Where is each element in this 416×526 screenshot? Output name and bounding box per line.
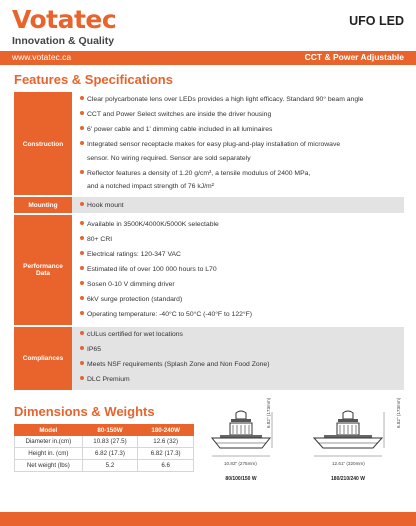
dimensions-table xyxy=(14,424,194,472)
bullet-icon xyxy=(80,126,84,130)
height-label: 6.82" (173mm) xyxy=(266,397,271,428)
bullet-icon xyxy=(80,361,84,365)
table-cell: Height in. (cm) xyxy=(15,448,83,460)
spec-row-compliances xyxy=(14,326,404,390)
bullet-icon xyxy=(80,202,84,206)
spec-label-performance: Performance Data xyxy=(14,214,72,326)
product-name: UFO LED xyxy=(349,14,404,28)
spec-line: cULus certified for wet locations xyxy=(80,330,183,339)
spec-line: Meets NSF requirements (Splash Zone and Non Food Zone) xyxy=(80,360,269,369)
spec-label-mounting: Mounting xyxy=(14,196,72,214)
table-cell: 5.2 xyxy=(82,460,138,472)
brand-tagline: Innovation & Quality xyxy=(12,35,115,47)
column-header: 80-150W xyxy=(82,425,138,436)
spec-line: sensor. No wiring required. Sensor are sold separately xyxy=(87,155,251,162)
bullet-icon xyxy=(80,266,84,270)
spec-line: Integrated sensor receptacle makes for easy plug-and-play installation of microwave xyxy=(80,140,340,149)
bullet-icon xyxy=(80,331,84,335)
product-subtitle: CCT & Power Adjustable xyxy=(304,52,404,62)
spec-line: DLC Premium xyxy=(80,375,130,384)
height-label: 6.82" (173mm) xyxy=(396,397,401,428)
spec-line: Available in 3500K/4000K/5000K selectable xyxy=(80,220,219,229)
table-cell: Diameter in.(cm) xyxy=(15,436,83,448)
bullet-icon xyxy=(80,346,84,350)
website-url: www.votatec.ca xyxy=(12,52,72,62)
header-bar xyxy=(0,51,416,65)
spec-line: and a notched impact strength of 76 kJ/m² xyxy=(87,183,214,190)
features-title: Features & Specifications xyxy=(14,72,173,87)
bullet-icon xyxy=(80,111,84,115)
bullet-icon xyxy=(80,221,84,225)
bullet-icon xyxy=(80,281,84,285)
spec-row-construction xyxy=(14,92,404,196)
bullet-icon xyxy=(80,376,84,380)
bullet-icon xyxy=(80,141,84,145)
spec-line: 6kV surge protection (standard) xyxy=(80,295,182,304)
column-header: Model xyxy=(15,425,83,436)
spec-row-performance xyxy=(14,214,404,326)
spec-label-compliances: Compliances xyxy=(14,326,72,390)
table-cell: 12.6 (32) xyxy=(138,436,194,448)
width-label: 12.61" (320mm) xyxy=(332,461,365,466)
drawing-caption: 80/100/150 W xyxy=(225,476,257,482)
spec-line: Reflector features a density of 1.20 g/cm³, a tensile modulus of 2400 MPa, xyxy=(80,169,310,178)
spec-body-compliances xyxy=(72,326,404,390)
footer-bar xyxy=(0,512,416,526)
spec-line: 6' power cable and 1' dimming cable included in all luminaires xyxy=(80,125,272,134)
spec-row-mounting xyxy=(14,196,404,214)
column-header: 180-240W xyxy=(138,425,194,436)
row-divider xyxy=(14,195,404,197)
spec-body-mounting xyxy=(72,196,404,214)
header xyxy=(0,0,416,62)
spec-line: Operating temperature: -40°C to 50°C (-40°F to 122°F) xyxy=(80,310,252,319)
table-cell: 6.82 (17.3) xyxy=(82,448,138,460)
table-row xyxy=(15,460,194,472)
spec-line: Sosen 0-10 V dimming driver xyxy=(80,280,175,289)
spec-line: Electrical ratings: 120-347 VAC xyxy=(80,250,181,259)
bullet-icon xyxy=(80,170,84,174)
spec-body-performance xyxy=(72,214,404,326)
spec-line: CCT and Power Select switches are inside the driver housing xyxy=(80,110,271,119)
spec-line: IP65 xyxy=(80,345,101,354)
table-row xyxy=(15,436,194,448)
dimensions-title: Dimensions & Weights xyxy=(14,404,155,419)
bullet-icon xyxy=(80,251,84,255)
spec-line: Hook mount xyxy=(80,201,124,210)
table-row xyxy=(15,448,194,460)
brand-logo: Votatec xyxy=(12,5,117,34)
table-cell: 6.6 xyxy=(138,460,194,472)
row-divider xyxy=(14,213,404,215)
table-header-row xyxy=(15,425,194,436)
spec-label-construction: Construction xyxy=(14,92,72,196)
spec-line: 80+ CRI xyxy=(80,235,112,244)
bullet-icon xyxy=(80,96,84,100)
table-cell: 10.83 (27.5) xyxy=(82,436,138,448)
bullet-icon xyxy=(80,311,84,315)
row-divider xyxy=(14,325,404,327)
drawing-caption: 180/210/240 W xyxy=(331,476,365,482)
spec-body-construction xyxy=(72,92,404,196)
table-cell: Net weight (lbs) xyxy=(15,460,83,472)
spec-line: Clear polycarbonate lens over LEDs provides a high light efficacy. Standard 90° beam angle xyxy=(80,95,363,104)
table-cell: 6.82 (17.3) xyxy=(138,448,194,460)
bullet-icon xyxy=(80,296,84,300)
width-label: 10.83" (275mm) xyxy=(224,461,257,466)
spec-line: Estimated life of over 100 000 hours to L70 xyxy=(80,265,217,274)
bullet-icon xyxy=(80,236,84,240)
